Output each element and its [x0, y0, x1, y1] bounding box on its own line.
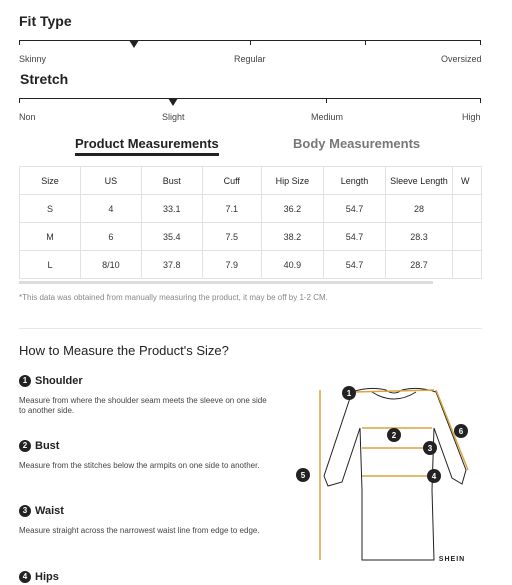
shoulder-line: [354, 390, 434, 392]
step-number-badge: 1: [19, 375, 31, 387]
dress-outline: [324, 388, 466, 560]
step-number-badge: 4: [19, 571, 31, 583]
step-description: Measure from the stitches below the armpits on one side to another.: [19, 461, 260, 470]
step-title: Hips: [35, 571, 59, 583]
marker-label: 6: [458, 427, 464, 436]
fit-type-label-oversized: Oversized: [441, 54, 482, 64]
column-header: Size: [20, 167, 81, 195]
column-header: Sleeve Length: [385, 167, 452, 195]
table-cell: 33.1: [141, 195, 202, 223]
step-heading: [19, 505, 269, 517]
step-heading: [19, 440, 269, 452]
step-description: Measure from where the shoulder seam meets the sleeve on one side to another side.: [19, 396, 267, 415]
stretch-tick: [326, 98, 327, 103]
table-cell: S: [20, 195, 81, 223]
stretch-title: Stretch: [20, 71, 69, 87]
table-cell: 7.5: [202, 223, 261, 251]
fit-type-tick: [365, 40, 366, 45]
column-header: Hip Size: [261, 167, 323, 195]
table-cell: 37.8: [141, 251, 202, 279]
tab-body-measurements[interactable]: Body Measurements: [293, 136, 421, 151]
stretch-label-slight: Slight: [162, 112, 185, 122]
step-number-badge: 3: [19, 505, 31, 517]
table-row: [20, 223, 482, 251]
table-cell: 40.9: [261, 251, 323, 279]
table-cell: 28: [385, 195, 452, 223]
marker-label: 3: [427, 444, 433, 453]
table-cell: 28.3: [385, 223, 452, 251]
dress-measurement-diagram: [290, 378, 490, 568]
marker-5-icon: [296, 468, 310, 482]
stretch-label-high: High: [462, 112, 481, 122]
table-cell: [453, 195, 482, 223]
marker-label: 2: [391, 431, 397, 440]
column-header: W: [453, 167, 482, 195]
column-header: US: [80, 167, 141, 195]
column-header: Length: [324, 167, 386, 195]
table-cell: 54.7: [324, 251, 386, 279]
table-cell: 28.7: [385, 251, 452, 279]
table-cell: 36.2: [261, 195, 323, 223]
marker-6-icon: [454, 424, 468, 438]
fit-type-marker: [129, 40, 139, 48]
step-hips: [19, 571, 269, 583]
step-title: Bust: [35, 440, 60, 452]
marker-2-icon: [387, 428, 401, 442]
step-number-badge: 2: [19, 440, 31, 452]
stretch-tick: [19, 98, 20, 103]
step-description: Measure straight across the narrowest waist line from edge to edge.: [19, 526, 260, 535]
size-table: [19, 166, 482, 279]
fit-type-tick: [480, 40, 481, 45]
step-title: Shoulder: [35, 375, 83, 387]
table-cell: 38.2: [261, 223, 323, 251]
step-heading: [19, 375, 269, 387]
fit-type-label-skinny: Skinny: [19, 54, 47, 64]
marker-1-icon: [342, 386, 356, 400]
tab-product-measurements[interactable]: Product Measurements: [75, 136, 219, 151]
marker-3-icon: [423, 441, 437, 455]
section-divider: [19, 328, 482, 329]
table-cell: [453, 251, 482, 279]
table-cell: 54.7: [324, 195, 386, 223]
stretch-tick: [480, 98, 481, 103]
table-row: [20, 251, 482, 279]
step-shoulder: [19, 375, 269, 416]
measurement-note: *This data was obtained from manually measuring the product, it may be off by 1-2 CM.: [19, 293, 328, 302]
table-cell: 6: [80, 223, 141, 251]
stretch-label-non: Non: [19, 112, 36, 122]
dress-illustration: [290, 378, 490, 568]
step-bust: [19, 440, 269, 471]
stretch-label-medium: Medium: [311, 112, 344, 122]
table-cell: 7.9: [202, 251, 261, 279]
how-to-measure-title: How to Measure the Product's Size?: [19, 343, 229, 358]
step-heading: [19, 571, 269, 583]
table-cell: L: [20, 251, 81, 279]
table-row: [20, 195, 482, 223]
table-cell: 35.4: [141, 223, 202, 251]
size-table-container[interactable]: [19, 166, 482, 281]
fit-type-tick: [250, 40, 251, 45]
stretch-scale: [19, 98, 481, 99]
brand-logo: SHEIN: [438, 556, 466, 563]
table-header-row: [20, 167, 482, 195]
table-cell: 4: [80, 195, 141, 223]
table-cell: 7.1: [202, 195, 261, 223]
fit-type-title: Fit Type: [19, 13, 72, 29]
table-cell: [453, 223, 482, 251]
column-header: Bust: [141, 167, 202, 195]
step-waist: [19, 505, 269, 536]
table-horizontal-scrollbar[interactable]: [19, 281, 433, 284]
marker-label: 5: [300, 471, 306, 480]
table-cell: 54.7: [324, 223, 386, 251]
step-title: Waist: [35, 505, 64, 517]
fit-type-label-regular: Regular: [234, 54, 266, 64]
marker-label: 1: [346, 389, 352, 398]
marker-label: 4: [431, 472, 437, 481]
marker-4-icon: [427, 469, 441, 483]
column-header: Cuff: [202, 167, 261, 195]
stretch-marker: [168, 98, 178, 106]
table-cell: M: [20, 223, 81, 251]
fit-type-tick: [19, 40, 20, 45]
table-cell: 8/10: [80, 251, 141, 279]
